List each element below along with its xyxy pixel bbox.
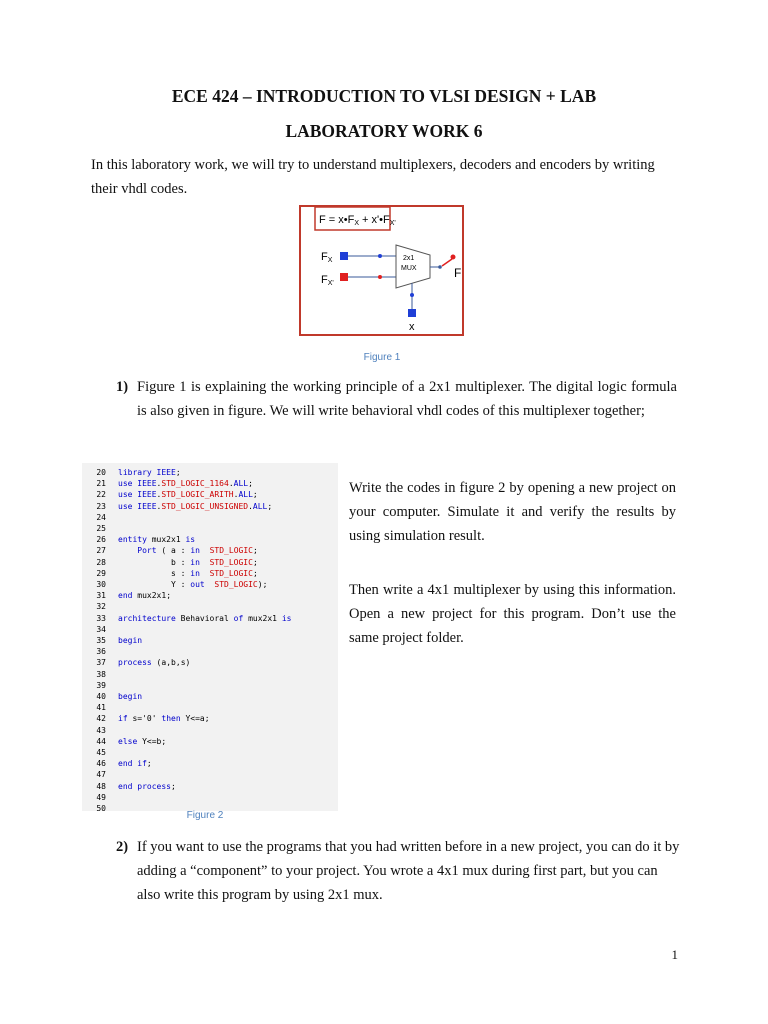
figure1-diagram [299,205,464,336]
code-line-text: s : in STD_LOGIC; [170,568,258,578]
code-line [82,769,338,780]
code-line-text: use IEEE.STD_LOGIC_UNSIGNED.ALL; [118,501,273,511]
code-line-number: 44 [96,736,106,746]
code-line-number: 45 [96,748,106,757]
probe-fxp-icon [378,275,382,279]
output-node-icon [438,265,442,269]
input-fxp-label: FX' [321,274,334,287]
intro-paragraph: In this laboratory work, we will try to understand multiplexers, decoders and encoders by writing their vhdl codes. [91,157,655,197]
page-number: 1 [671,947,678,962]
code-line-text: entity mux2x1 is [118,535,196,545]
code-line-text: library IEEE; [118,468,181,477]
mux-label-1: 2x1 [403,255,415,262]
code-line-text: Y : out STD_LOGIC); [170,580,268,589]
code-line-number: 39 [96,680,106,690]
output-label: F [454,266,462,280]
code-line-number: 41 [96,703,106,713]
code-line-number: 32 [96,602,106,612]
code-line [82,568,338,579]
code-line-number: 30 [96,580,106,589]
figure1-caption: Figure 1 [363,352,401,363]
code-line-number: 40 [96,692,106,701]
code-line-text: Port ( a : in STD_LOGIC; [137,546,258,556]
code-line [82,523,338,534]
item1-text: Figure 1 is explaining the working principle of a 2x1 multiplexer. The digital logic formula is also given in figure. We will write behavioral vhdl codes of this multiplexer together; [137,379,677,419]
input-fx-label: FX [321,251,333,264]
code-line-text: process (a,b,s) [118,658,191,668]
code-line-number: 29 [96,568,106,578]
select-label: x [409,321,415,333]
code-line [82,590,338,601]
output-led-wire [442,259,452,266]
mux-label-2: MUX [401,265,417,272]
code-line-number: 25 [96,524,106,533]
code-block [82,463,338,811]
code-line-number: 28 [96,557,106,567]
code-line-number: 38 [96,669,106,679]
code-line-text: use IEEE.STD_LOGIC_ARITH.ALL; [118,490,258,500]
code-line [82,613,338,624]
code-line-number: 46 [96,759,106,769]
code-line-number: 50 [96,804,106,813]
code-line-number: 20 [96,468,106,477]
probe-fx-icon [378,254,382,258]
formula-part-4: X' [389,220,396,227]
code-line-text: begin [118,636,143,645]
code-line-number: 35 [96,636,106,645]
probe-select-icon [410,293,414,297]
course-title: ECE 424 – INTRODUCTION TO VLSI DESIGN + LAB [171,86,597,106]
code-line-number: 42 [96,714,106,724]
code-line [82,725,338,736]
code-line-number: 36 [96,647,106,657]
formula-part-1: F = x•F [319,214,355,226]
code-line [82,646,338,657]
code-line [82,680,338,691]
code-line [82,792,338,803]
code-line-number: 43 [96,725,106,735]
code-line-text: end if; [118,759,152,769]
code-line-text: else Y<=b; [118,736,167,746]
code-line-number: 26 [96,535,106,545]
code-line-number: 33 [96,613,106,623]
code-line [82,713,338,724]
code-line-number: 22 [96,490,106,500]
code-line-text: begin [118,692,143,701]
code-line-text: use IEEE.STD_LOGIC_1164.ALL; [118,479,253,489]
code-line [82,534,338,545]
code-line-number: 49 [96,792,106,802]
item2-text: If you want to use the programs that you had written before in a new project, you can do it by adding a “component” to your project. You wrote a 4x1 mux during first part, but you can also write this program by using 2x1 mux. [137,839,680,903]
code-line-text: architecture Behavioral of mux2x1 is [118,613,292,623]
code-line [82,624,338,635]
code-line [82,758,338,769]
code-line [82,781,338,792]
code-line-number: 48 [96,781,106,791]
figure2-caption: Figure 2 [186,810,224,821]
code-line [82,557,338,568]
lab-title: LABORATORY WORK 6 [285,121,483,141]
code-line-number: 24 [96,512,106,522]
code-line [82,669,338,680]
input-fxp-switch-icon [340,273,348,281]
code-line [82,635,338,646]
side-paragraph-1: Write the codes in figure 2 by opening a new project on your computer. Simulate it and verify the results by using simulation result. [349,480,676,544]
output-led-icon [451,255,456,260]
item1-number: 1) [116,379,129,395]
code-line-number: 47 [96,770,106,780]
code-line-text: if s='0' then Y<=a; [118,714,210,724]
code-line [82,545,338,556]
code-line-number: 31 [96,591,106,601]
code-line [82,736,338,747]
side-paragraph-2: Then write a 4x1 multiplexer by using this information. Open a new project for this program. Don’t use the same project folder. [349,582,676,646]
item2-number: 2) [116,839,129,855]
code-line-text: end process; [118,781,176,791]
code-line-number: 23 [96,501,106,511]
code-line-number: 37 [96,658,106,668]
code-line [82,489,338,500]
code-line [82,747,338,758]
formula-part-2: X [354,220,359,227]
code-line [82,601,338,612]
code-line [82,478,338,489]
code-line-text: end mux2x1; [118,591,172,601]
code-line-number: 34 [96,624,106,634]
input-fx-switch-icon [340,252,348,260]
code-line-text: b : in STD_LOGIC; [170,557,258,567]
code-line [82,512,338,523]
code-line [82,467,338,478]
code-line [82,691,338,702]
formula-part-3: + x'•F [359,214,390,226]
code-line [82,501,338,512]
code-line-number: 27 [96,546,106,556]
code-line [82,579,338,590]
code-line [82,657,338,668]
code-line [82,702,338,713]
code-line-number: 21 [96,479,106,489]
select-switch-icon [408,309,416,317]
